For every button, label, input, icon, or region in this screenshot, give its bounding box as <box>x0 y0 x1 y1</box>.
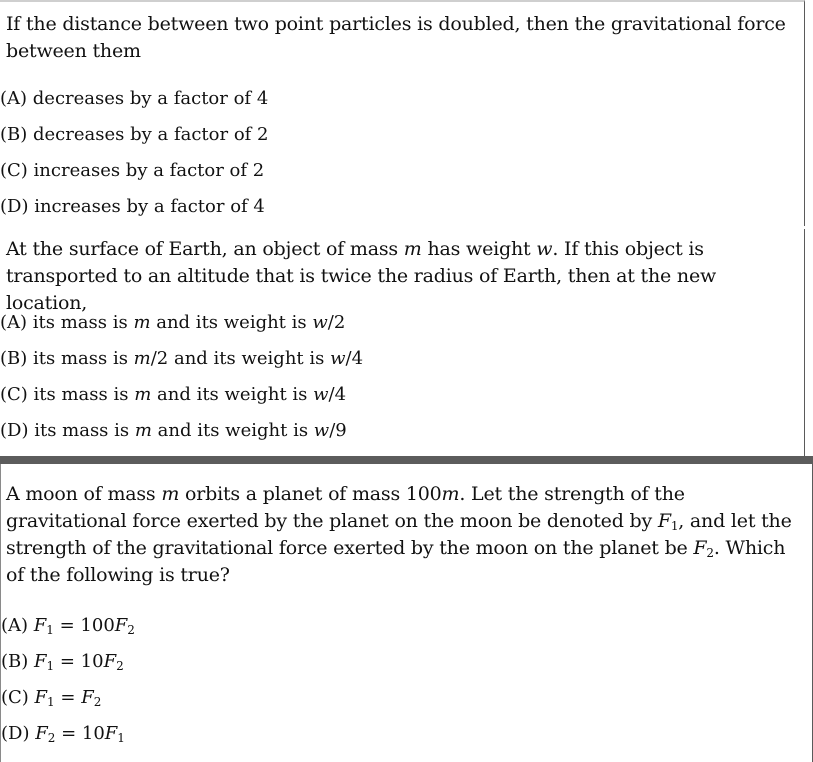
question-3-option-c[interactable]: (C) $F_1 = F_2$ <box>1 687 102 709</box>
question-3-prompt: A moon of mass m orbits a planet of mass 100m. Let the strength of the gravitational force exerted by the planet on the moon be denoted by $F_1$, and let the strength of the gravitational force exerted by the moon on the planet be $F_2$. Which of the following is true? <box>6 483 792 586</box>
question-3-option-d[interactable]: (D) $F_2 = 10F_1$ <box>1 723 125 745</box>
question-3-panel <box>0 464 813 762</box>
question-1-option-c[interactable]: (C) increases by a factor of 2 <box>0 160 265 181</box>
question-2-option-d[interactable]: (D) its mass is m and its weight is w/9 <box>0 420 347 441</box>
question-2-option-c[interactable]: (C) its mass is m and its weight is w/4 <box>0 384 347 405</box>
question-2-panel <box>0 229 805 456</box>
question-1-option-a[interactable]: (A) decreases by a factor of 4 <box>0 88 269 109</box>
question-2-option-a[interactable]: (A) its mass is m and its weight is w/2 <box>0 312 346 333</box>
question-3-option-b[interactable]: (B) $F_1 = 10F_2$ <box>1 651 124 673</box>
question-1-option-d[interactable]: (D) increases by a factor of 4 <box>0 196 265 217</box>
section-divider <box>0 456 813 464</box>
question-2-prompt: At the surface of Earth, an object of mass m has weight w. If this object is transported to an altitude that is twice the radius of Earth, then at the new location, <box>6 238 717 314</box>
question-3-option-a[interactable]: (A) $F_1 = 100F_2$ <box>1 615 135 637</box>
question-1-option-b[interactable]: (B) decreases by a factor of 2 <box>0 124 269 145</box>
question-1-prompt: If the distance between two point particles is doubled, then the gravitational force between them <box>6 13 786 62</box>
question-1-panel <box>0 0 805 226</box>
question-2-option-b[interactable]: (B) its mass is m/2 and its weight is w/4 <box>0 348 364 369</box>
